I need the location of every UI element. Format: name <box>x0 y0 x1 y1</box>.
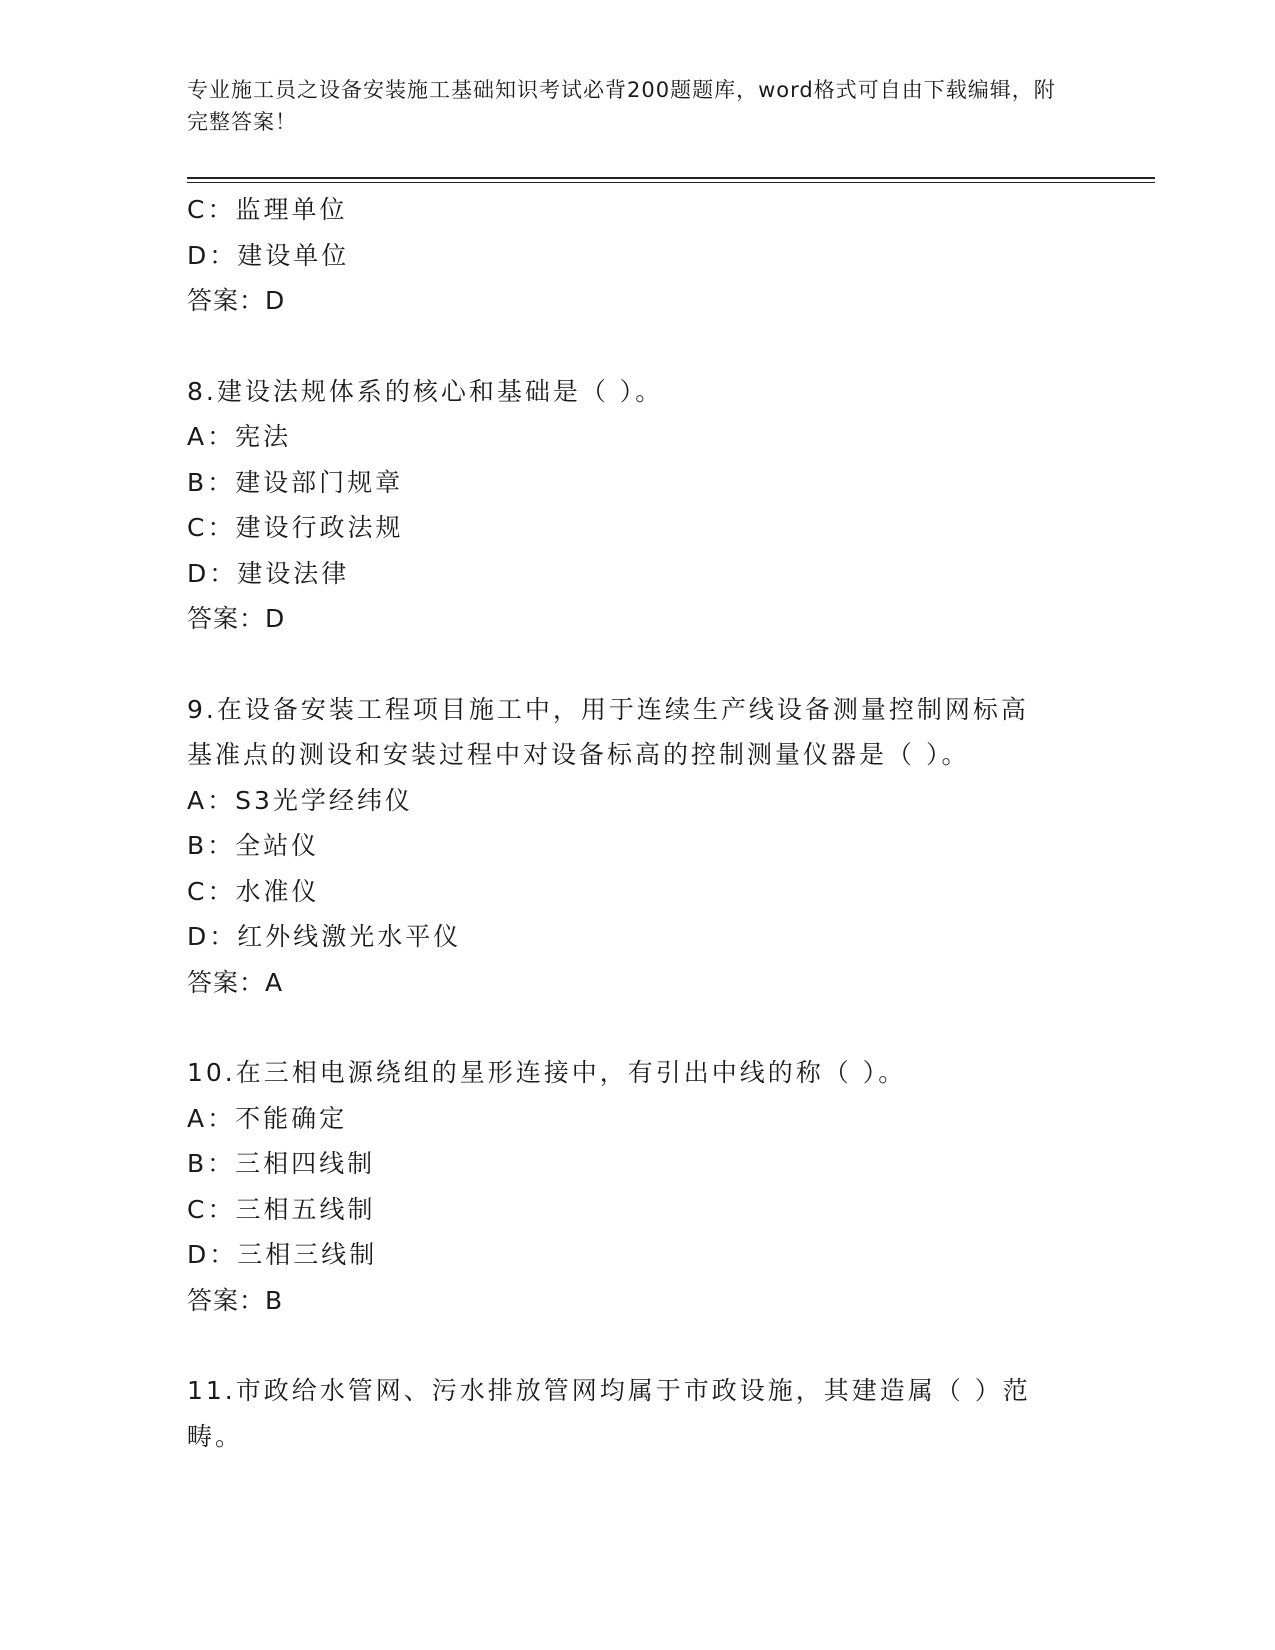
option-c: C：水准仪 <box>187 876 320 906</box>
option-c: C：三相五线制 <box>187 1194 376 1224</box>
answer: 答案：A <box>187 967 284 997</box>
option-d: D：建设单位 <box>187 240 350 270</box>
option-a: A：宪法 <box>187 422 292 451</box>
question-8 <box>187 369 1087 642</box>
question-list <box>187 187 1087 1459</box>
option-d: D：建设法律 <box>187 558 350 588</box>
option-c: C：监理单位 <box>187 195 348 224</box>
option-b: B：三相四线制 <box>187 1149 376 1178</box>
page-header: 专业施工员之设备安装施工基础知识考试必背200题题库，word格式可自由下载编辑，附完整答案！ <box>187 78 1056 134</box>
option-d: D：红外线激光水平仪 <box>187 922 462 951</box>
question-stem-line-1: 11.市政给水管网、污水排放管网均属于市政设施，其建造属（ ）范 <box>187 1376 1031 1405</box>
question-stem: 10.在三相电源绕组的星形连接中，有引出中线的称（ ）。 <box>187 1058 907 1087</box>
question-10 <box>187 1050 1087 1323</box>
question-9 <box>187 687 1087 1006</box>
option-a: A：S3光学经纬仪 <box>187 785 413 815</box>
option-d: D：三相三线制 <box>187 1240 378 1269</box>
option-a: A：不能确定 <box>187 1103 348 1133</box>
answer: 答案：D <box>187 604 286 633</box>
option-c: C：建设行政法规 <box>187 513 404 542</box>
header-divider <box>187 177 1155 179</box>
option-b: B：全站仪 <box>187 831 320 860</box>
question-stem-line-1: 9.在设备安装工程项目施工中，用于连续生产线设备测量控制网标高 <box>187 694 1029 724</box>
question-stem-line-2: 畴。 <box>187 1421 244 1451</box>
answer: 答案：B <box>187 1285 284 1315</box>
question-stem-line-2: 基准点的测设和安装过程中对设备标高的控制测量仪器是（ ）。 <box>187 740 970 769</box>
answer: 答案：D <box>187 286 286 315</box>
option-b: B：建设部门规章 <box>187 467 404 497</box>
question-stem: 8.建设法规体系的核心和基础是（ ）。 <box>187 376 664 406</box>
header-divider-thin <box>187 182 1155 183</box>
question-7-continuation <box>187 187 1087 324</box>
question-11 <box>187 1368 1087 1459</box>
